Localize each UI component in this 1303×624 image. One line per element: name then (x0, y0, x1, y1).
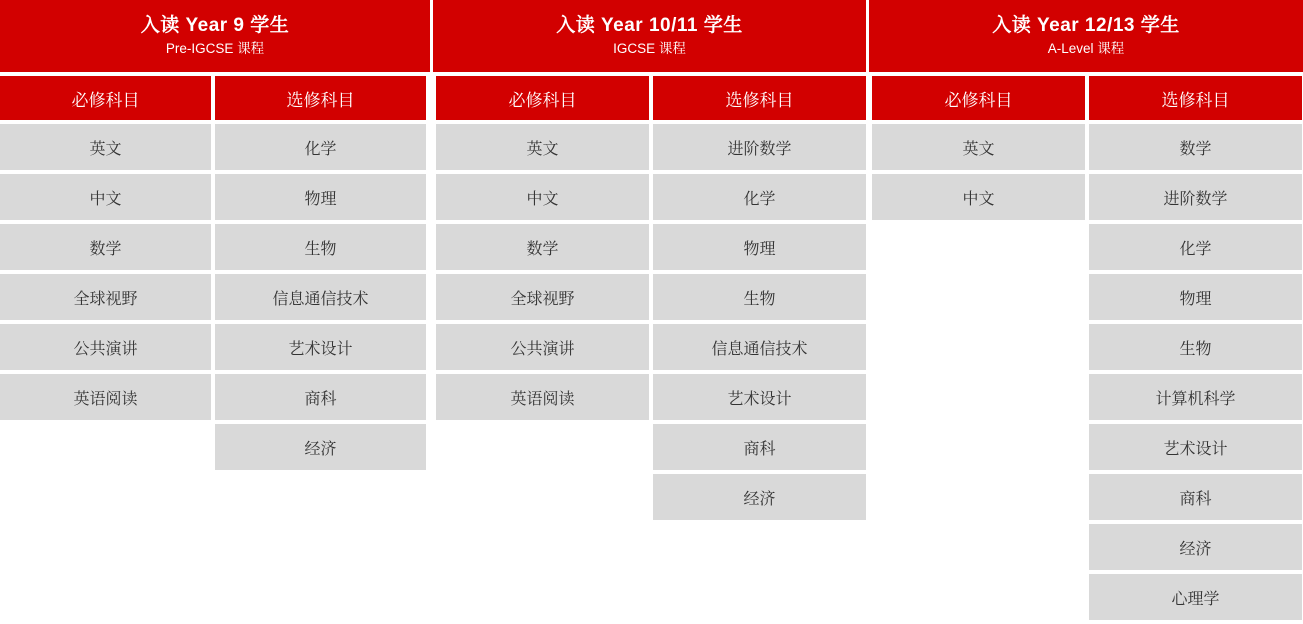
column-header: 必修科目 (872, 76, 1085, 120)
subject-cell: 公共演讲 (436, 324, 649, 370)
subject-cell: 中文 (436, 174, 649, 220)
subject-cell: 经济 (1089, 524, 1302, 570)
subject-cell: 英语阅读 (436, 374, 649, 420)
subject-cell: 化学 (653, 174, 866, 220)
subject-cell: 全球视野 (0, 274, 211, 320)
group-columns (436, 72, 869, 524)
subject-cell: 计算机科学 (1089, 374, 1302, 420)
subject-cell: 英文 (436, 124, 649, 170)
subject-cell: 经济 (215, 424, 426, 470)
subject-cell: 物理 (215, 174, 426, 220)
column-elective (215, 76, 426, 474)
curriculum-group-year12-13 (869, 0, 1303, 624)
subject-cell: 心理学 (1089, 574, 1302, 620)
subject-cell: 艺术设计 (1089, 424, 1302, 470)
subject-cell: 生物 (1089, 324, 1302, 370)
group-header-year9 (0, 0, 433, 72)
subject-cell: 中文 (0, 174, 211, 220)
group-title: 入读 Year 9 学生 (140, 14, 290, 36)
column-header: 必修科目 (436, 76, 649, 120)
group-columns (872, 72, 1303, 624)
subject-cell: 公共演讲 (0, 324, 211, 370)
subject-cell: 全球视野 (436, 274, 649, 320)
subject-cell: 生物 (215, 224, 426, 270)
column-required (872, 76, 1085, 224)
subject-cell: 物理 (1089, 274, 1302, 320)
subject-cell: 化学 (215, 124, 426, 170)
curriculum-group-year9 (0, 0, 433, 474)
subject-cell: 进阶数学 (1089, 174, 1302, 220)
subject-cell: 经济 (653, 474, 866, 520)
column-header: 选修科目 (653, 76, 866, 120)
subject-cell: 信息通信技术 (653, 324, 866, 370)
group-subtitle: A-Level 课程 (1047, 41, 1125, 57)
subject-cell: 英文 (0, 124, 211, 170)
subject-cell: 艺术设计 (653, 374, 866, 420)
subject-cell: 进阶数学 (653, 124, 866, 170)
subject-cell: 商科 (215, 374, 426, 420)
subject-cell: 商科 (653, 424, 866, 470)
column-required (436, 76, 649, 424)
subject-cell: 生物 (653, 274, 866, 320)
group-columns (0, 72, 433, 474)
column-required (0, 76, 211, 424)
subject-cell: 信息通信技术 (215, 274, 426, 320)
subject-cell: 数学 (436, 224, 649, 270)
subject-cell: 商科 (1089, 474, 1302, 520)
column-header: 必修科目 (0, 76, 211, 120)
subject-cell: 物理 (653, 224, 866, 270)
subject-cell: 化学 (1089, 224, 1302, 270)
subject-cell: 中文 (872, 174, 1085, 220)
column-elective (1089, 76, 1302, 624)
group-header-year12-13 (869, 0, 1303, 72)
group-subtitle: Pre-IGCSE 课程 (165, 41, 265, 57)
column-elective (653, 76, 866, 524)
subject-cell: 英文 (872, 124, 1085, 170)
curriculum-group-year10-11 (433, 0, 869, 524)
subject-cell: 数学 (0, 224, 211, 270)
group-title: 入读 Year 12/13 学生 (992, 14, 1180, 36)
subject-cell: 英语阅读 (0, 374, 211, 420)
group-subtitle: IGCSE 课程 (613, 41, 686, 57)
column-header: 选修科目 (1089, 76, 1302, 120)
group-title: 入读 Year 10/11 学生 (556, 14, 743, 36)
group-header-year10-11 (433, 0, 869, 72)
subject-cell: 艺术设计 (215, 324, 426, 370)
subject-cell: 数学 (1089, 124, 1302, 170)
column-header: 选修科目 (215, 76, 426, 120)
